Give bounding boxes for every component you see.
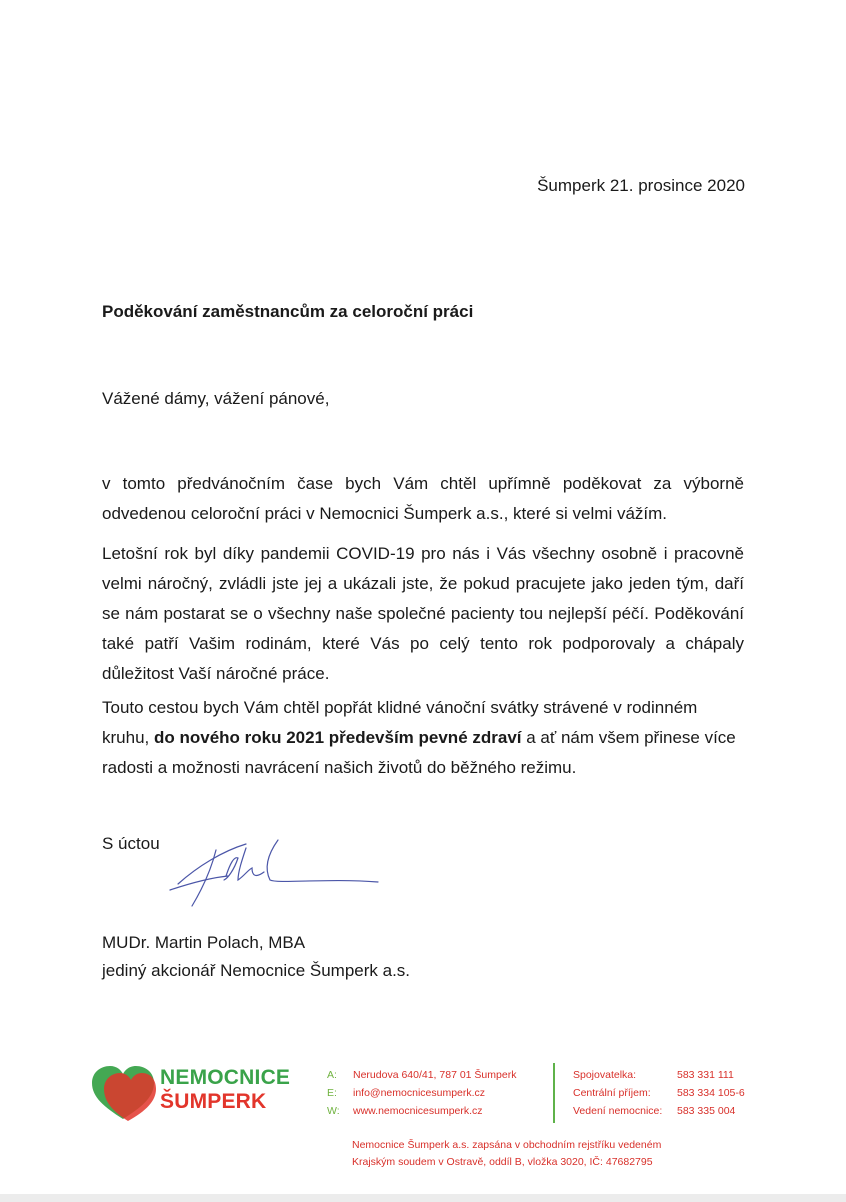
contact-email	[327, 1087, 485, 1099]
footer-divider	[553, 1063, 555, 1123]
wishes-text-start: Touto cestou bych Vám chtěl popřát klidné vánoční svátky strávené v rodinném kruhu,	[102, 698, 698, 747]
page-bottom-edge	[0, 1194, 846, 1202]
phone-admissions	[573, 1087, 745, 1099]
signer-role: jediný akcionář Nemocnice Šumperk a.s.	[102, 961, 411, 980]
letter-closing: S úctou	[102, 834, 160, 853]
contact-key: A:	[327, 1069, 337, 1081]
contact-address	[327, 1069, 516, 1081]
paragraph-wishes	[102, 693, 744, 783]
phone-management	[573, 1105, 735, 1117]
hospital-logo-hearts-icon	[90, 1063, 156, 1123]
logo-text-sumperk: ŠUMPERK	[160, 1090, 267, 1113]
paragraph-thanks: v tomto předvánočním čase bych Vám chtěl upřímně poděkovat za výborně odvedenou celoroční práci v Nemocnici Šumperk a.s., které si velmi vážím.	[102, 474, 744, 523]
contact-key: E:	[327, 1087, 337, 1099]
phone-label: Centrální příjem:	[573, 1087, 651, 1099]
paragraph-pandemic: Letošní rok byl díky pandemii COVID-19 pro nás i Vás všechny osobně i pracovně velmi náročný, zvládli jste jej a ukázali jste, že pokud pracujete jako jeden tým, daří se nám postarat se o všechny naše společné pacienty tou nejlepší péčí. Poděkování také patří Vašim rodinám, které Vás po celý tento rok podporovaly a chápaly důležitost Vaší náročné práce.	[102, 544, 744, 683]
phone-number: 583 334 105-6	[677, 1087, 745, 1099]
handwritten-signature	[168, 826, 388, 911]
contact-web	[327, 1105, 483, 1117]
letter-subject: Poděkování zaměstnancům za celoroční práci	[102, 302, 474, 321]
wishes-text-bold: do nového roku 2021 především pevné zdraví	[153, 728, 522, 747]
wishes-text-end: a ať nám všem přinese více radosti a možnosti navrácení našich životů do běžného režimu.	[102, 728, 736, 777]
signer-name: MUDr. Martin Polach, MBA	[102, 933, 306, 952]
contact-key: W:	[327, 1105, 340, 1117]
letter-date: Šumperk 21. prosince 2020	[537, 176, 745, 195]
letter-greeting: Vážené dámy, vážení pánové,	[102, 389, 330, 408]
registry-line-2: Krajským soudem v Ostravě, oddíl B, vložka 3020, IČ: 47682795	[352, 1156, 653, 1168]
phone-label: Vedení nemocnice:	[573, 1105, 663, 1117]
phone-number: 583 331 111	[677, 1069, 734, 1081]
registry-line-1: Nemocnice Šumperk a.s. zapsána v obchodním rejstříku vedeném	[352, 1139, 662, 1151]
contact-value: www.nemocnicesumperk.cz	[353, 1105, 483, 1117]
contact-value: info@nemocnicesumperk.cz	[353, 1087, 486, 1099]
phone-number: 583 335 004	[677, 1105, 736, 1117]
logo-text-nemocnice: NEMOCNICE	[160, 1066, 291, 1089]
phone-switchboard	[573, 1069, 734, 1081]
contact-value: Nerudova 640/41, 787 01 Šumperk	[353, 1069, 517, 1081]
phone-label: Spojovatelka:	[573, 1069, 637, 1081]
